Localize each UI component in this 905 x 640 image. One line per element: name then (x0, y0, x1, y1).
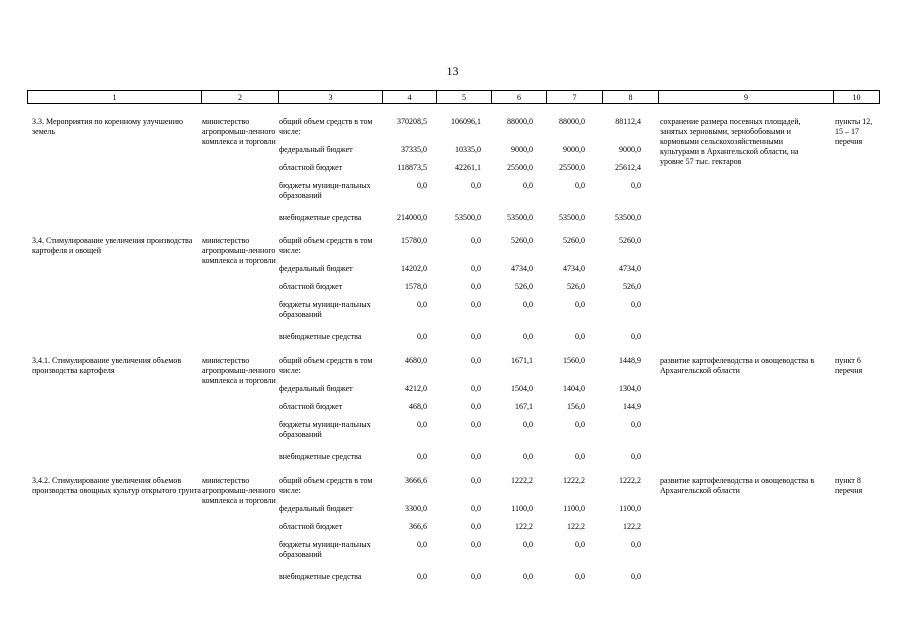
funding-value: 10335,0 (455, 145, 481, 154)
funding-value: 0,0 (575, 540, 585, 549)
funding-value: 1560,0 (563, 356, 585, 365)
funding-value: 5260,0 (563, 236, 585, 245)
funding-value: 0,0 (471, 181, 481, 190)
funding-value: 1578,0 (405, 282, 427, 291)
column-number: 6 (492, 91, 547, 104)
funding-value: 0,0 (471, 356, 481, 365)
funding-value: 1100,0 (619, 504, 641, 513)
funding-value: 0,0 (471, 476, 481, 485)
funding-value: 106096,1 (451, 117, 481, 126)
funding-value: 25500,0 (559, 163, 585, 172)
funding-source-label: федеральный бюджет (279, 145, 353, 154)
funding-value: 526,0 (623, 282, 641, 291)
funding-value: 0,0 (523, 540, 533, 549)
funding-value: 15780,0 (401, 236, 427, 245)
column-number: 5 (437, 91, 492, 104)
column-number: 4 (383, 91, 437, 104)
funding-source-label: общий объем средств в том числе: (279, 236, 373, 255)
funding-value: 0,0 (631, 540, 641, 549)
funding-value: 5260,0 (619, 236, 641, 245)
funding-source-label: бюджеты муници-пальных образований (279, 420, 371, 439)
funding-value: 0,0 (417, 332, 427, 341)
funding-source-label: федеральный бюджет (279, 264, 353, 273)
funding-value: 4680,0 (405, 356, 427, 365)
funding-value: 53500,0 (455, 213, 481, 222)
funding-source-label: областной бюджет (279, 402, 343, 411)
funding-value: 0,0 (631, 452, 641, 461)
measure-result: развитие картофелеводства и овощеводства в Архангельской области (660, 356, 815, 375)
funding-value: 0,0 (523, 572, 533, 581)
funding-value: 122,2 (567, 522, 585, 531)
funding-value: 0,0 (575, 300, 585, 309)
funding-value: 0,0 (471, 300, 481, 309)
funding-value: 144,9 (623, 402, 641, 411)
column-number: 8 (603, 91, 659, 104)
funding-value: 5260,0 (511, 236, 533, 245)
funding-value: 0,0 (523, 181, 533, 190)
funding-value: 0,0 (471, 236, 481, 245)
funding-value: 53500,0 (507, 213, 533, 222)
funding-value: 526,0 (567, 282, 585, 291)
funding-value: 370208,5 (397, 117, 427, 126)
funding-value: 9000,0 (563, 145, 585, 154)
funding-value: 0,0 (575, 452, 585, 461)
measure-items-ref: пункт 8 перечня (835, 476, 863, 495)
page-number: 13 (446, 64, 459, 78)
funding-value: 25500,0 (507, 163, 533, 172)
funding-value: 0,0 (631, 181, 641, 190)
funding-value: 0,0 (631, 332, 641, 341)
funding-value: 1100,0 (563, 504, 585, 513)
column-number: 2 (202, 91, 279, 104)
funding-value: 0,0 (523, 300, 533, 309)
funding-value: 0,0 (471, 572, 481, 581)
funding-value: 53500,0 (615, 213, 641, 222)
funding-source-label: общий объем средств в том числе: (279, 476, 373, 495)
funding-source-label: внебюджетные средства (279, 213, 362, 222)
measure-executor: министерство агропромыш-ленного комплекса и торговли (202, 117, 276, 146)
funding-value: 1222,2 (563, 476, 585, 485)
measure-title: 3.3. Мероприятия по коренному улучшению земель (32, 117, 183, 136)
funding-value: 122,2 (623, 522, 641, 531)
funding-value: 3300,0 (405, 504, 427, 513)
funding-value: 0,0 (523, 332, 533, 341)
funding-value: 1100,0 (511, 504, 533, 513)
funding-value: 1222,2 (511, 476, 533, 485)
funding-value: 0,0 (631, 420, 641, 429)
funding-value: 4734,0 (563, 264, 585, 273)
funding-value: 53500,0 (559, 213, 585, 222)
funding-value: 1448,9 (619, 356, 641, 365)
funding-value: 0,0 (471, 332, 481, 341)
funding-value: 0,0 (417, 300, 427, 309)
funding-value: 9000,0 (619, 145, 641, 154)
funding-value: 0,0 (471, 402, 481, 411)
funding-value: 0,0 (575, 332, 585, 341)
funding-value: 0,0 (471, 282, 481, 291)
funding-value: 0,0 (417, 452, 427, 461)
funding-value: 25612,4 (615, 163, 641, 172)
funding-value: 3666,6 (405, 476, 427, 485)
funding-value: 88000,0 (559, 117, 585, 126)
funding-source-label: внебюджетные средства (279, 572, 362, 581)
funding-source-label: внебюджетные средства (279, 452, 362, 461)
funding-value: 0,0 (631, 572, 641, 581)
funding-value: 0,0 (575, 572, 585, 581)
funding-value: 167,1 (515, 402, 533, 411)
funding-value: 4212,0 (405, 384, 427, 393)
funding-source-label: бюджеты муници-пальных образований (279, 540, 371, 559)
funding-value: 0,0 (417, 540, 427, 549)
funding-value: 0,0 (471, 384, 481, 393)
funding-value: 0,0 (471, 540, 481, 549)
funding-source-label: общий объем средств в том числе: (279, 356, 373, 375)
funding-value: 0,0 (471, 452, 481, 461)
column-number: 10 (834, 91, 880, 104)
funding-source-label: бюджеты муници-пальных образований (279, 181, 371, 200)
measure-result: сохранение размера посевных площадей, занятых зерновыми, зернобобовыми и кормовыми сельскохозяйственными культурами в Архангельской области, на уровне 57 тыс. гектаров (660, 117, 801, 166)
funding-value: 0,0 (417, 420, 427, 429)
funding-value: 4734,0 (511, 264, 533, 273)
funding-value: 42261,1 (455, 163, 481, 172)
funding-source-label: областной бюджет (279, 282, 343, 291)
funding-source-label: общий объем средств в том числе: (279, 117, 373, 136)
column-number: 9 (659, 91, 834, 104)
funding-value: 0,0 (631, 300, 641, 309)
measure-executor: министерство агропромыш-ленного комплекса и торговли (202, 476, 276, 505)
measure-executor: министерство агропромыш-ленного комплекса и торговли (202, 356, 276, 385)
funding-value: 1304,0 (619, 384, 641, 393)
measure-title: 3.4.2. Стимулирование увеличения объемов производства овощных культур открытого грунта (32, 476, 201, 495)
funding-source-label: областной бюджет (279, 163, 343, 172)
funding-source-label: федеральный бюджет (279, 384, 353, 393)
funding-value: 0,0 (417, 181, 427, 190)
funding-value: 366,6 (409, 522, 427, 531)
funding-value: 0,0 (523, 452, 533, 461)
measure-result: развитие картофелеводства и овощеводства в Архангельской области (660, 476, 815, 495)
funding-value: 1504,0 (511, 384, 533, 393)
measure-title: 3.4. Стимулирование увеличения производства картофеля и овощей (32, 236, 193, 255)
funding-source-label: внебюджетные средства (279, 332, 362, 341)
funding-value: 88000,0 (507, 117, 533, 126)
funding-value: 4734,0 (619, 264, 641, 273)
funding-value: 37335,0 (401, 145, 427, 154)
funding-value: 118873,5 (397, 163, 427, 172)
measure-items-ref: пункты 12, 15 – 17 перечня (835, 117, 873, 146)
measure-items-ref: пункт 6 перечня (835, 356, 863, 375)
funding-value: 0,0 (417, 572, 427, 581)
funding-value: 0,0 (575, 181, 585, 190)
funding-value: 1404,0 (563, 384, 585, 393)
funding-value: 0,0 (471, 420, 481, 429)
funding-source-label: бюджеты муници-пальных образований (279, 300, 371, 319)
measure-executor: министерство агропромыш-ленного комплекса и торговли (202, 236, 276, 265)
funding-source-label: федеральный бюджет (279, 504, 353, 513)
funding-value: 526,0 (515, 282, 533, 291)
measure-title: 3.4.1. Стимулирование увеличения объемов производства картофеля (32, 356, 182, 375)
funding-value: 122,2 (515, 522, 533, 531)
funding-source-label: областной бюджет (279, 522, 343, 531)
column-number: 1 (28, 91, 202, 104)
funding-value: 0,0 (471, 264, 481, 273)
funding-value: 156,0 (567, 402, 585, 411)
funding-value: 1222,2 (619, 476, 641, 485)
funding-value: 0,0 (471, 522, 481, 531)
funding-value: 0,0 (575, 420, 585, 429)
funding-value: 0,0 (523, 420, 533, 429)
funding-value: 88112,4 (615, 117, 641, 126)
column-number: 3 (279, 91, 383, 104)
funding-value: 1671,1 (511, 356, 533, 365)
funding-value: 468,0 (409, 402, 427, 411)
funding-value: 9000,0 (511, 145, 533, 154)
funding-value: 14202,0 (401, 264, 427, 273)
funding-value: 0,0 (471, 504, 481, 513)
funding-value: 214000,0 (397, 213, 427, 222)
column-number-header (27, 90, 880, 104)
column-number: 7 (547, 91, 603, 104)
